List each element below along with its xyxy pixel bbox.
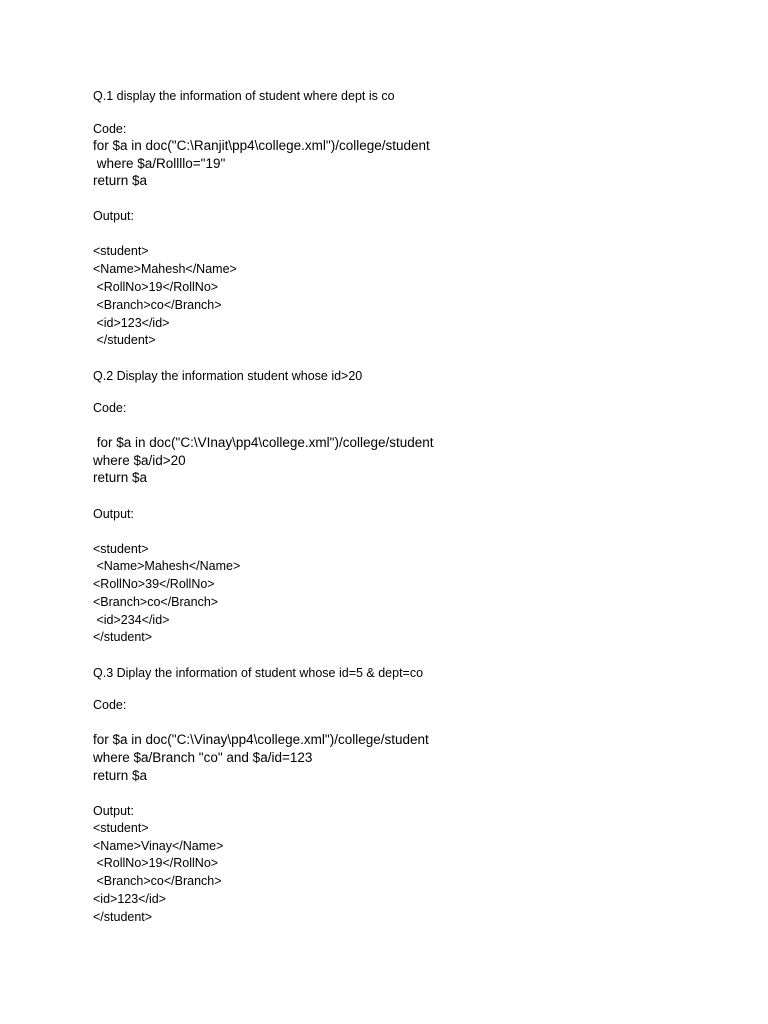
- output-line: <id>234</id>: [93, 613, 170, 627]
- output-label: Output:: [93, 804, 134, 818]
- output-line: <student>: [93, 542, 149, 556]
- output-line: <Branch>co</Branch>: [93, 874, 222, 888]
- code-label: Code:: [93, 122, 127, 136]
- output-line: <Name>Mahesh</Name>: [93, 559, 241, 573]
- code-line: return $a: [93, 470, 148, 485]
- output-line: <Name>Mahesh</Name>: [93, 262, 237, 276]
- question-1-heading: Q.1 display the information of student where dept is co: [93, 89, 395, 103]
- output-line: <id>123</id>: [93, 316, 170, 330]
- code-line: for $a in doc("C:\VInay\pp4\college.xml")/college/student: [93, 435, 434, 450]
- output-line: </student>: [93, 333, 156, 347]
- code-line: where $a/Rollllo="19": [93, 156, 226, 171]
- code-line: for $a in doc("C:\Ranjit\pp4\college.xml")/college/student: [93, 138, 430, 153]
- output-line: <Branch>co</Branch>: [93, 298, 222, 312]
- output-line: <student>: [93, 244, 149, 258]
- output-line: </student>: [93, 630, 153, 644]
- output-line: <student>: [93, 821, 149, 835]
- code-line: for $a in doc("C:\Vinay\pp4\college.xml")/college/student: [93, 732, 429, 747]
- code-line: where $a/Branch "co" and $a/id=123: [93, 750, 313, 765]
- output-line: <Branch>co</Branch>: [93, 595, 219, 609]
- question-3-heading: Q.3 Diplay the information of student whose id=5 & dept=co: [93, 666, 424, 680]
- output-line: <RollNo>39</RollNo>: [93, 577, 215, 591]
- output-label: Output:: [93, 507, 134, 521]
- code-line: return $a: [93, 173, 148, 188]
- output-line: <Name>Vinay</Name>: [93, 839, 224, 853]
- code-label: Code:: [93, 698, 127, 712]
- code-line: return $a: [93, 768, 148, 783]
- code-line: where $a/id>20: [93, 453, 186, 468]
- code-label: Code:: [93, 401, 127, 415]
- question-2-heading: Q.2 Display the information student whose id>20: [93, 369, 363, 383]
- output-line: <RollNo>19</RollNo>: [93, 856, 219, 870]
- output-label: Output:: [93, 209, 134, 223]
- output-line: <RollNo>19</RollNo>: [93, 280, 219, 294]
- output-line: </student>: [93, 910, 153, 924]
- output-line: <id>123</id>: [93, 892, 166, 906]
